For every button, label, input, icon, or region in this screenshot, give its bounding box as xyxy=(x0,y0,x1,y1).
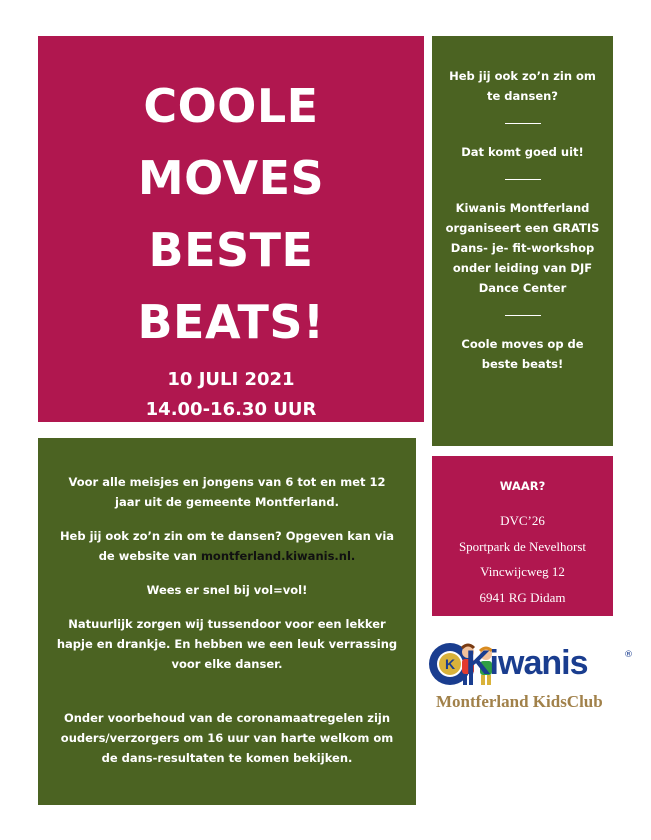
side-closing: Coole moves op de beste beats! xyxy=(461,337,584,371)
location-heading: WAAR? xyxy=(499,479,546,493)
event-date: 10 JULI 2021 xyxy=(167,369,295,390)
location-city: 6941 RG Didam xyxy=(479,589,566,605)
event-time: 14.00-16.30 UUR xyxy=(145,399,317,420)
kiwanis-wordmark: Kiwanis xyxy=(466,644,588,682)
location-street: Vincwijcweg 12 xyxy=(480,564,565,579)
title-line-3: BESTE xyxy=(148,223,314,277)
svg-text:K: K xyxy=(444,656,456,672)
kiwanis-logo xyxy=(428,640,633,720)
hero-title xyxy=(38,70,424,358)
title-line-1: COOLE xyxy=(143,79,319,133)
info-parents: Onder voorbehoud van de coronamaatregelen zijn ouders/verzorgers om 16 uur van harte welkom om de dans-resultaten te komen bekijken. xyxy=(60,711,394,765)
hero-panel xyxy=(38,36,424,422)
info-signup xyxy=(56,526,398,566)
info-signup-text: Heb jij ook zo’n zin om te dansen? Opgeven kan via de website van xyxy=(59,529,395,563)
info-panel xyxy=(38,438,416,805)
website-link[interactable]: montferland.kiwanis.nl. xyxy=(200,549,356,563)
location-venue: DVC’26 xyxy=(500,513,545,528)
location-park: Sportpark de Nevelhorst xyxy=(458,538,587,554)
kidsclub-name: Montferland KidsClub xyxy=(436,692,603,711)
side-panel xyxy=(432,36,613,446)
info-full: Wees er snel bij vol=vol! xyxy=(146,583,308,597)
side-question: Heb jij ook zo’n zin om te dansen? xyxy=(449,69,596,103)
divider xyxy=(505,179,541,180)
divider xyxy=(505,315,541,316)
divider xyxy=(505,123,541,124)
title-line-2: MOVES xyxy=(137,151,325,205)
info-audience: Voor alle meisjes en jongens van 6 tot en met 12 jaar uit de gemeente Montferland. xyxy=(68,475,386,509)
title-line-4: BEATS! xyxy=(137,295,325,349)
registered-mark: ® xyxy=(624,650,633,660)
location-panel xyxy=(432,456,613,616)
info-snacks: Natuurlijk zorgen wij tussendoor voor een lekker hapje en drankje. En hebben we een leuk verrassing voor elke danser. xyxy=(56,617,398,671)
side-organiser: Kiwanis Montferland organiseert een GRATIS Dans- je- fit-workshop onder leiding van DJF Dance Center xyxy=(445,201,600,295)
side-answer: Dat komt goed uit! xyxy=(461,145,584,159)
